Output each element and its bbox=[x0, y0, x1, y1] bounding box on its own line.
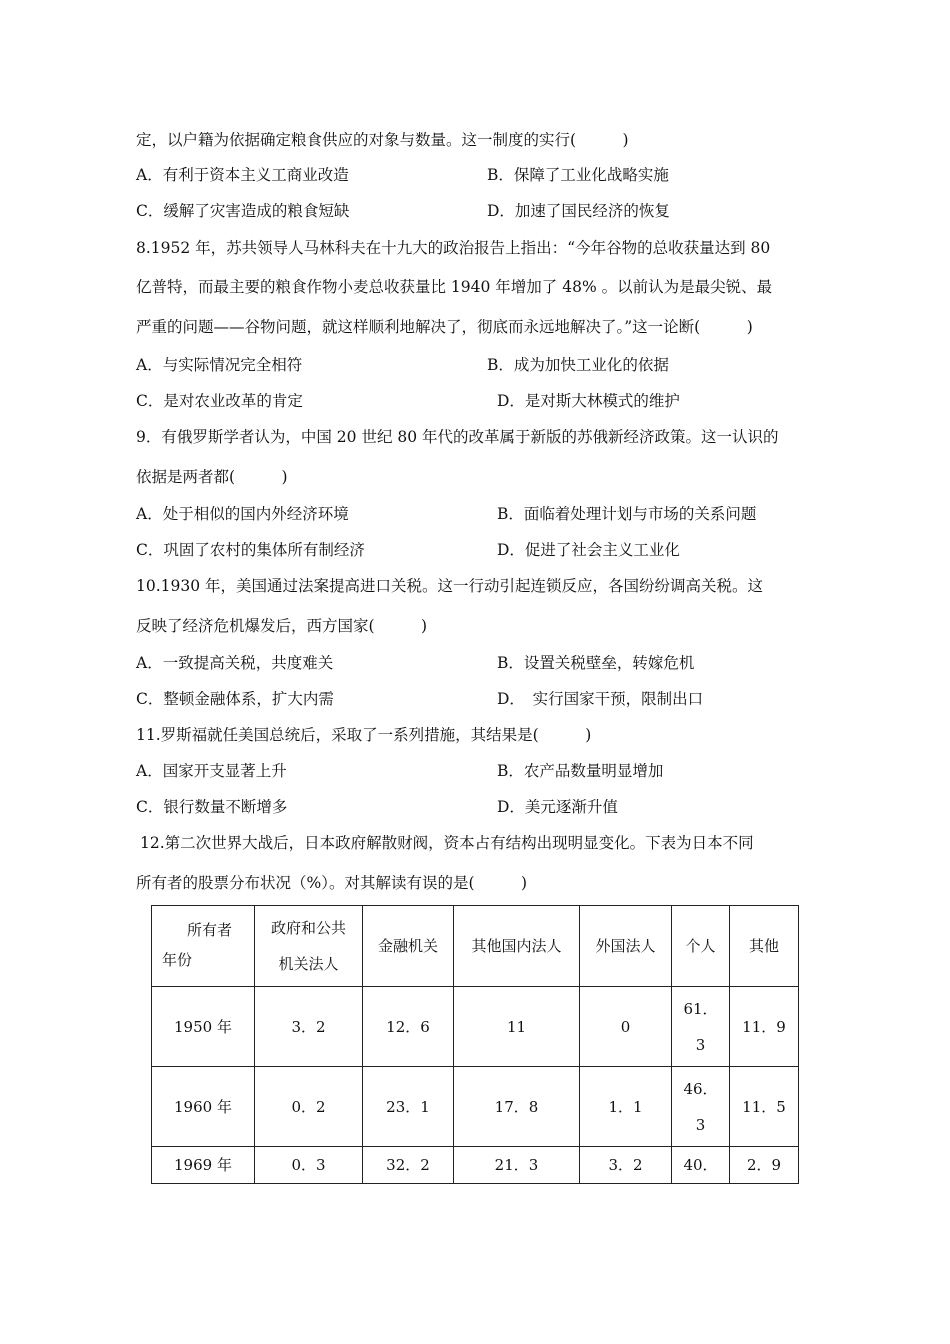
q9-option-b[interactable]: B．面临着处理计划与市场的关系问题 bbox=[497, 505, 757, 523]
table-header-cell: 其他 bbox=[730, 906, 799, 987]
table-cell: 11．9 bbox=[730, 987, 799, 1067]
q8-stem-line-3: 严重的问题——谷物问题，就这样顺利地解决了，彻底而永远地解决了。”这一论断( ) bbox=[136, 318, 753, 336]
table-cell: 11．5 bbox=[730, 1067, 799, 1147]
table-cell: 61．3 bbox=[672, 987, 730, 1067]
q9-option-d[interactable]: D．促进了社会主义工业化 bbox=[497, 541, 680, 559]
q11-option-b[interactable]: B．农产品数量明显增加 bbox=[497, 762, 664, 780]
table-header-row bbox=[152, 906, 799, 987]
table-corner-cell bbox=[152, 906, 255, 987]
table-header-cell: 其他国内法人 bbox=[454, 906, 580, 987]
q11-option-d[interactable]: D．美元逐渐升值 bbox=[497, 798, 618, 816]
table-row bbox=[152, 1147, 799, 1184]
q7-option-b[interactable]: B．保障了工业化战略实施 bbox=[487, 166, 669, 184]
q9-stem-line-1: 9．有俄罗斯学者认为，中国 20 世纪 80 年代的改革属于新版的苏俄新经济政策。这一认识的 bbox=[136, 428, 779, 446]
table-cell: 0．2 bbox=[255, 1067, 363, 1147]
table-cell: 3．2 bbox=[255, 987, 363, 1067]
table-cell: 40． bbox=[672, 1147, 730, 1184]
table-cell: 17．8 bbox=[454, 1067, 580, 1147]
table-cell-year: 1969 年 bbox=[152, 1147, 255, 1184]
q8-option-a[interactable]: A．与实际情况完全相符 bbox=[136, 356, 303, 374]
table-cell: 1．1 bbox=[580, 1067, 672, 1147]
q7-option-c[interactable]: C．缓解了灾害造成的粮食短缺 bbox=[136, 202, 350, 220]
q10-option-a[interactable]: A．一致提高关税，共度难关 bbox=[136, 654, 334, 672]
q8-option-c[interactable]: C．是对农业改革的肯定 bbox=[136, 392, 303, 410]
q11-stem: 11.罗斯福就任美国总统后，采取了一系列措施，其结果是( ) bbox=[136, 726, 592, 744]
table-cell: 23．1 bbox=[363, 1067, 454, 1147]
q8-option-b[interactable]: B．成为加快工业化的依据 bbox=[487, 356, 669, 374]
table-cell: 21．3 bbox=[454, 1147, 580, 1184]
q9-option-a[interactable]: A．处于相似的国内外经济环境 bbox=[136, 505, 349, 523]
q10-option-c[interactable]: C．整顿金融体系，扩大内需 bbox=[136, 690, 334, 708]
table-cell: 0．3 bbox=[255, 1147, 363, 1184]
table-cell: 2．9 bbox=[730, 1147, 799, 1184]
q11-option-c[interactable]: C．银行数量不断增多 bbox=[136, 798, 288, 816]
q7-stem: 定，以户籍为依据确定粮食供应的对象与数量。这一制度的实行( ) bbox=[136, 131, 629, 149]
table-cell: 11 bbox=[454, 987, 580, 1067]
table-cell: 3．2 bbox=[580, 1147, 672, 1184]
table-row bbox=[152, 1067, 799, 1147]
corner-owner-label: 所有者 bbox=[186, 921, 232, 939]
table-cell: 12．6 bbox=[363, 987, 454, 1067]
table-header-cell: 个人 bbox=[672, 906, 730, 987]
table-header-cell: 外国法人 bbox=[580, 906, 672, 987]
q8-stem-line-1: 8.1952 年，苏共领导人马林科夫在十九大的政治报告上指出：“今年谷物的总收获量达到 80 bbox=[136, 239, 771, 257]
q7-option-d[interactable]: D．加速了国民经济的恢复 bbox=[487, 202, 670, 220]
q8-option-d[interactable]: D．是对斯大林模式的维护 bbox=[497, 392, 680, 410]
table-cell: 0 bbox=[580, 987, 672, 1067]
q9-stem-line-2: 依据是两者都( ) bbox=[136, 468, 288, 486]
q11-option-a[interactable]: A．国家开支显著上升 bbox=[136, 762, 287, 780]
q10-option-d[interactable]: D． 实行国家干预，限制出口 bbox=[497, 690, 704, 708]
q8-stem-line-2: 亿普特，而最主要的粮食作物小麦总收获量比 1940 年增加了 48% 。以前认为是最尖锐、最 bbox=[136, 278, 773, 296]
table-header-cell: 金融机关 bbox=[363, 906, 454, 987]
table-header-cell: 政府和公共机关法人 bbox=[255, 906, 363, 987]
q12-stem-line-1: 12.第二次世界大战后，日本政府解散财阀，资本占有结构出现明显变化。下表为日本不同 bbox=[140, 834, 754, 852]
table-cell: 32．2 bbox=[363, 1147, 454, 1184]
stock-distribution-table bbox=[151, 905, 799, 1184]
table-cell: 46．3 bbox=[672, 1067, 730, 1147]
q10-stem-line-2: 反映了经济危机爆发后，西方国家( ) bbox=[136, 617, 428, 635]
q10-option-b[interactable]: B．设置关税壁垒，转嫁危机 bbox=[497, 654, 695, 672]
q7-option-a[interactable]: A．有利于资本主义工商业改造 bbox=[136, 166, 349, 184]
q9-option-c[interactable]: C．巩固了农村的集体所有制经济 bbox=[136, 541, 365, 559]
table-cell-year: 1960 年 bbox=[152, 1067, 255, 1147]
corner-year-label: 年份 bbox=[162, 951, 193, 969]
q12-stem-line-2: 所有者的股票分布状况（%）。对其解读有误的是( ) bbox=[136, 874, 528, 892]
table-cell-year: 1950 年 bbox=[152, 987, 255, 1067]
q10-stem-line-1: 10.1930 年，美国通过法案提高进口关税。这一行动引起连锁反应，各国纷纷调高关税。这 bbox=[136, 577, 764, 595]
table-row bbox=[152, 987, 799, 1067]
